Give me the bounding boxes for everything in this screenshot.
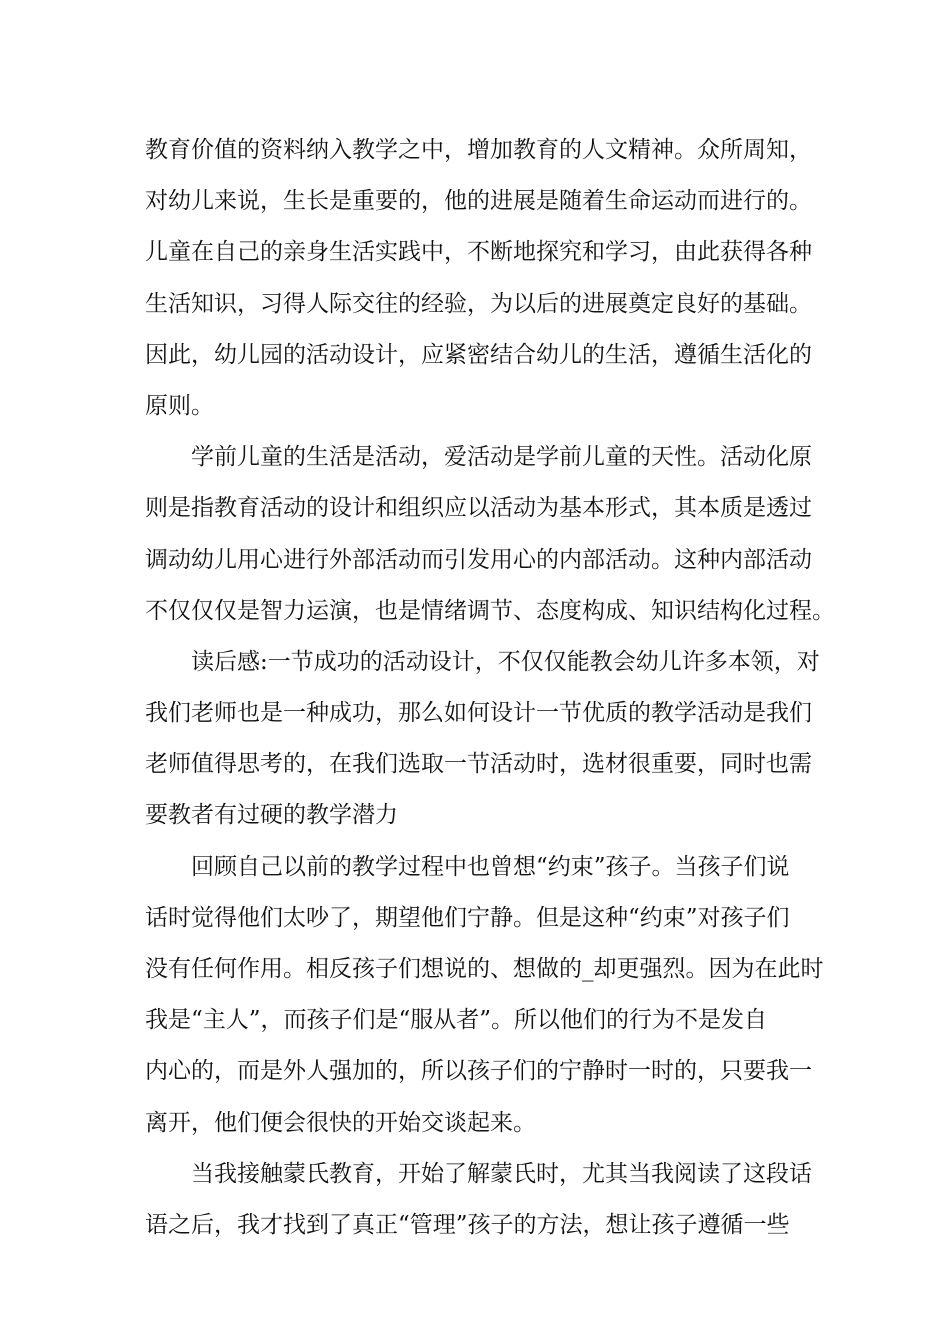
text-line: 我们老师也是一种成功，那么如何设计一节优质的教学活动是我们 xyxy=(145,700,812,727)
text-line: 要教者有过硬的教学潜力 xyxy=(145,802,398,829)
text-line: 儿童在自己的亲身生活实践中，不断地探究和学习，由此获得各种 xyxy=(145,239,812,266)
text-line: 不仅仅仅是智力运演，也是情绪调节、态度构成、知识结构化过程。 xyxy=(145,597,835,624)
text-line: 原则。 xyxy=(145,392,214,419)
text-line: 话时觉得他们太吵了，期望他们宁静。但是这种“约束”对孩子们 xyxy=(145,904,790,931)
text-line: 生活知识，习得人际交往的经验，为以后的进展奠定良好的基础。 xyxy=(145,290,812,317)
paragraph xyxy=(145,1149,810,1251)
text-line: 语之后，我才找到了真正“管理”孩子的方法，想让孩子遵循一些 xyxy=(145,1211,790,1238)
text-line: 因此，幼儿园的活动设计，应紧密结合幼儿的生活，遵循生活化的 xyxy=(145,341,812,368)
text-line: 离开，他们便会很快的开始交谈起来。 xyxy=(145,1109,536,1136)
text-line: 则是指教育活动的设计和组织应以活动为基本形式，其本质是透过 xyxy=(145,495,812,522)
text-line: 我是“主人”，而孩子们是“服从者”。所以他们的行为不是发自 xyxy=(145,1007,768,1034)
paragraph xyxy=(145,125,810,432)
text-line: 教育价值的资料纳入教学之中，增加教育的人文精神。众所周知， xyxy=(145,137,812,163)
paragraph xyxy=(145,842,824,1149)
text-line: 学前儿童的生活是活动，爱活动是学前儿童的天性。活动化原 xyxy=(191,444,812,471)
text-line: 老师值得思考的，在我们选取一节活动时，选材很重要，同时也需 xyxy=(145,751,812,778)
paragraph xyxy=(145,637,820,842)
text-line: 回顾自己以前的教学过程中也曾想“约束”孩子。当孩子们说 xyxy=(191,853,790,880)
text-line: 当我接触蒙氏教育，开始了解蒙氏时，尤其当我阅读了这段话 xyxy=(191,1160,812,1187)
document-body xyxy=(145,125,835,1251)
text-line: 没有任何作用。相反孩子们想说的、想做的_却更强烈。因为在此时 xyxy=(145,956,824,982)
text-line: 对幼儿来说，生长是重要的，他的进展是随着生命运动而进行的。 xyxy=(145,188,812,215)
text-line: 调动幼儿用心进行外部活动而引发用心的内部活动。这种内部活动 xyxy=(145,546,812,573)
text-line: 内心的，而是外人强加的，所以孩子们的宁静时一时的，只要我一 xyxy=(145,1058,812,1085)
text-line: 读后感:一节成功的活动设计，不仅仅能教会幼儿许多本领，对 xyxy=(191,648,820,675)
paragraph xyxy=(145,432,835,637)
